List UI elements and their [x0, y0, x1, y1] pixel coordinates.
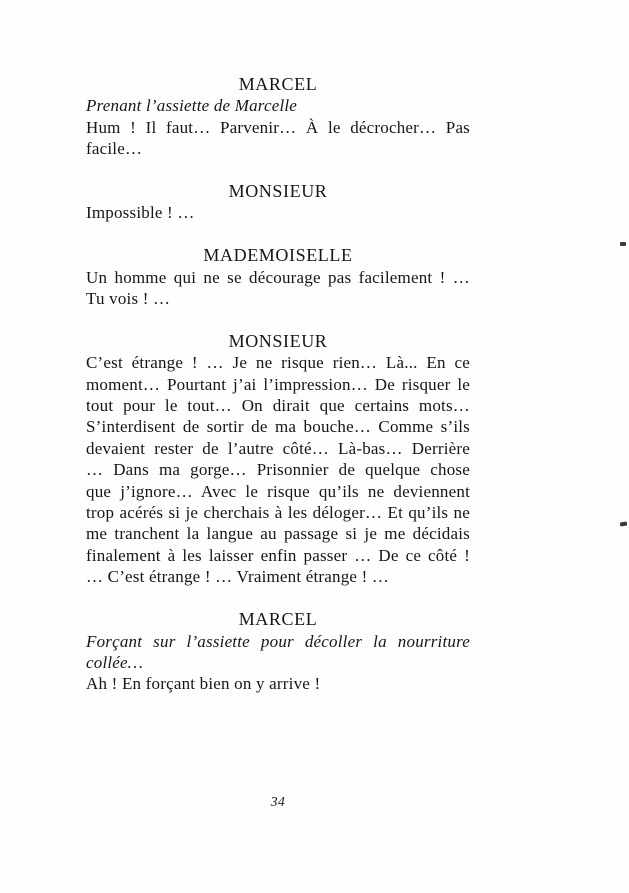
- scan-speck: [620, 522, 627, 527]
- speech-monsieur-1: [86, 181, 470, 224]
- dialogue-line: Tu vois ! …: [86, 289, 171, 309]
- speaker-heading: MARCEL: [238, 74, 318, 94]
- dialogue-line: C’est étrange ! … Je ne risque rien… Là... En ce: [86, 353, 470, 373]
- speech-marcel-2: [86, 609, 470, 695]
- speaker-heading: MONSIEUR: [228, 181, 328, 202]
- dialogue-line: Impossible ! …: [86, 203, 195, 223]
- dialogue-line: tout pour le tout… On dirait que certains mots…: [86, 396, 470, 416]
- stage-direction-line: Forçant sur l’assiette pour décoller la nourriture: [86, 631, 470, 651]
- dialogue-line: trop acérés si je cherchais à les déloger… Et qu’ils ne: [86, 503, 470, 523]
- dialogue-line: S’interdisent de sortir de ma bouche… Comme s’ils: [86, 417, 470, 437]
- dialogue-line: moment… Pourtant j’ai l’impression… De risquer le: [86, 374, 470, 394]
- scan-speck: [620, 242, 626, 246]
- dialogue-line: Hum ! Il faut… Parvenir… À le décrocher… Pas: [86, 117, 470, 137]
- speaker-heading: MONSIEUR: [228, 330, 328, 351]
- dialogue-line: devaient rester de l’autre côté… Là-bas… Derrière: [86, 438, 470, 458]
- dialogue-line: Ah ! En forçant bien on y arrive !: [86, 674, 321, 694]
- speech-marcel-1: [86, 74, 470, 160]
- dialogue-line: finalement à les laisser enfin passer … De ce côté !: [86, 545, 470, 565]
- speech-monsieur-2: [86, 331, 470, 588]
- dialogue-line: … Dans ma gorge… Prisonnier de quelque chose: [86, 460, 470, 480]
- page-number: 34: [270, 794, 286, 809]
- stage-direction-line: Prenant l’assiette de Marcelle: [86, 96, 298, 116]
- dialogue-line: … C’est étrange ! … Vraiment étrange ! …: [86, 567, 390, 587]
- stage-direction-line: collée…: [86, 652, 144, 672]
- speech-mademoiselle: [86, 245, 470, 309]
- dialogue-line: Un homme qui ne se décourage pas facilement ! …: [86, 267, 470, 287]
- dialogue-line: facile…: [86, 139, 143, 159]
- speaker-heading: MARCEL: [238, 609, 318, 630]
- dialogue-line: me tranchent la langue au passage si je me décidais: [86, 524, 470, 544]
- text-block: [86, 74, 470, 695]
- dialogue-line: que j’ignore… Avec le risque qu’ils ne deviennent: [86, 481, 470, 501]
- speaker-heading: MADEMOISELLE: [203, 245, 353, 266]
